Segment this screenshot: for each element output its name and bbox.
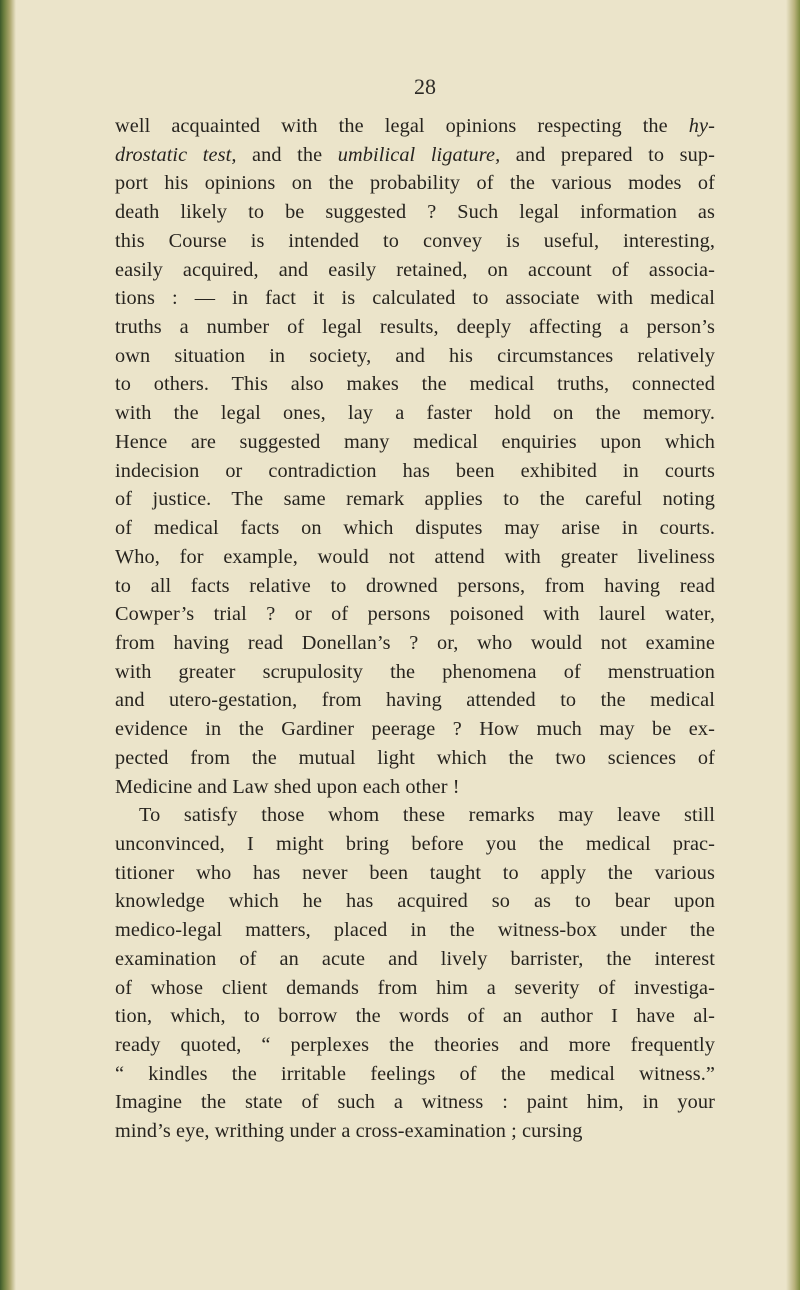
text-line	[115, 457, 715, 486]
text-line	[115, 801, 715, 830]
text-line	[115, 572, 715, 601]
text-line	[115, 1060, 715, 1089]
page-right-edge	[786, 0, 800, 1290]
text-run: port his opinions on the probability of the various modes of	[115, 172, 715, 195]
text-line	[115, 744, 715, 773]
text-line	[115, 945, 715, 974]
text-line	[115, 658, 715, 687]
text-line	[115, 514, 715, 543]
text-run: of justice. The same remark applies to the careful noting	[115, 488, 715, 511]
text-line	[115, 859, 715, 888]
text-run: Cowper’s trial ? or of persons poisoned with laurel water,	[115, 603, 715, 626]
text-run: this Course is intended to convey is useful, interesting,	[115, 229, 715, 252]
text-run: to others. This also makes the medical truths, connected	[115, 373, 715, 396]
text-run: medico-legal matters, placed in the witness-box under the	[115, 919, 715, 942]
text-run: evidence in the Gardiner peerage ? How much may be ex-	[115, 718, 715, 741]
italic-text: hy-	[688, 115, 715, 137]
text-run: indecision or contradiction has been exhibited in courts	[115, 459, 715, 482]
text-line	[115, 112, 715, 141]
text-line	[115, 1117, 715, 1146]
text-line	[115, 887, 715, 916]
text-line	[115, 313, 715, 342]
text-run: unconvinced, I might bring before you the medical prac-	[115, 832, 715, 855]
text-run: own situation in society, and his circumstances relatively	[115, 344, 715, 367]
text-run: examination of an acute and lively barrister, the interest	[115, 947, 715, 970]
text-line	[115, 974, 715, 1003]
text-line	[115, 141, 715, 170]
text-line	[115, 284, 715, 313]
text-run: “ kindles the irritable feelings of the medical witness.”	[115, 1062, 715, 1085]
text-line	[115, 1088, 715, 1117]
text-run: knowledge which he has acquired so as to bear upon	[115, 890, 715, 913]
text-run: of whose client demands from him a severity of investiga-	[115, 976, 715, 999]
text-line	[115, 428, 715, 457]
text-line	[115, 543, 715, 572]
text-line	[115, 773, 715, 802]
italic-text: umbilical ligature,	[337, 143, 501, 166]
text-line	[115, 198, 715, 227]
text-line	[115, 1002, 715, 1031]
text-line	[115, 600, 715, 629]
text-line	[115, 1031, 715, 1060]
text-line	[115, 370, 715, 399]
text-run: Imagine the state of such a witness : paint him, in your	[115, 1091, 715, 1114]
text-run: and the	[236, 143, 338, 166]
text-run: tion, which, to borrow the words of an author I have al-	[115, 1005, 715, 1028]
text-run: well acquainted with the legal opinions respecting the	[115, 115, 689, 137]
text-run: Hence are suggested many medical enquiries upon which	[115, 430, 715, 453]
text-run: to all facts relative to drowned persons, from having read	[115, 574, 715, 597]
italic-text: drostatic test,	[115, 143, 237, 166]
text-line	[115, 916, 715, 945]
text-run: with the legal ones, lay a faster hold on the memory.	[115, 402, 715, 425]
text-run: and prepared to sup-	[500, 143, 715, 166]
text-run: from having read Donellan’s ? or, who would not examine	[115, 631, 715, 654]
text-run: truths a number of legal results, deeply affecting a person’s	[115, 316, 715, 339]
text-line	[115, 629, 715, 658]
text-run: of medical facts on which disputes may arise in courts.	[115, 517, 715, 540]
text-run: pected from the mutual light which the two sciences of	[115, 746, 715, 769]
text-line	[115, 227, 715, 256]
text-line	[115, 830, 715, 859]
body-text	[115, 112, 715, 1146]
text-run: ready quoted, “ perplexes the theories and more frequently	[115, 1034, 715, 1056]
page-number: 28	[414, 74, 436, 99]
text-run: titioner who has never been taught to apply the various	[115, 861, 715, 884]
text-line	[115, 686, 715, 715]
page-left-edge	[0, 0, 16, 1290]
text-run: with greater scrupulosity the phenomena of menstruation	[115, 660, 715, 683]
text-line	[115, 399, 715, 428]
text-line	[115, 342, 715, 371]
text-run: Medicine and Law shed upon each other !	[115, 775, 460, 798]
text-run: easily acquired, and easily retained, on account of associa-	[115, 258, 715, 281]
text-line	[115, 169, 715, 198]
text-run: mind’s eye, writhing under a cross-examination ; cursing	[115, 1120, 583, 1143]
text-run: and utero-gestation, from having attended to the medical	[115, 689, 715, 712]
text-line	[115, 715, 715, 744]
text-line	[115, 485, 715, 514]
text-run: death likely to be suggested ? Such legal information as	[115, 201, 715, 224]
text-run: Who, for example, would not attend with greater liveliness	[115, 545, 715, 568]
text-line	[115, 256, 715, 285]
text-run: tions : — in fact it is calculated to associate with medical	[115, 287, 715, 310]
text-run: To satisfy those whom these remarks may leave still	[139, 804, 715, 827]
